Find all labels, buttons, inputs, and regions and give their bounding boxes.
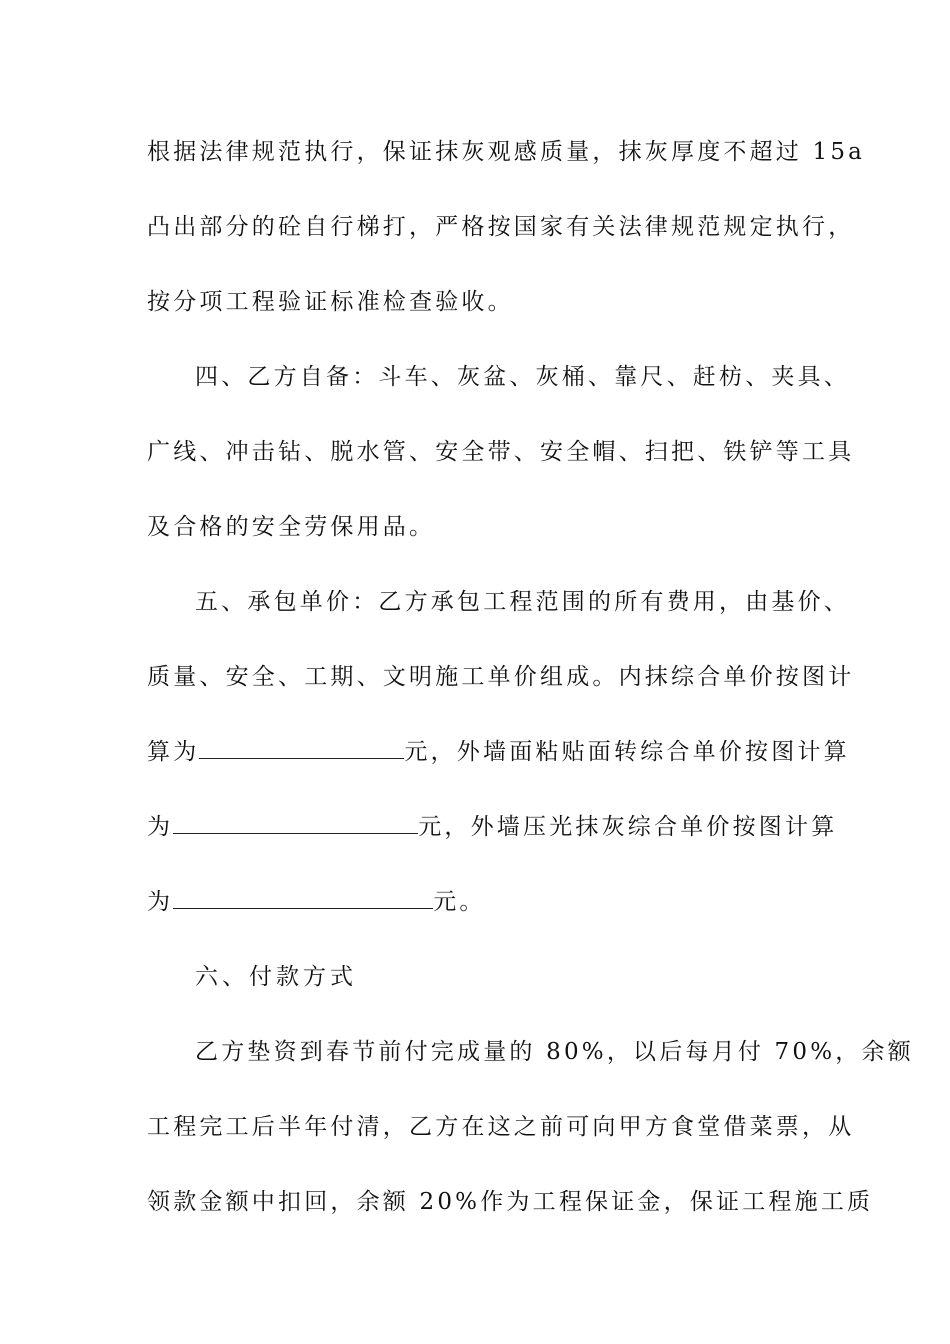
- price-prefix: 为: [147, 814, 174, 840]
- paragraph-line: 工程完工后半年付清，乙方在这之前可向甲方食堂借菜票，从: [147, 1114, 855, 1140]
- paragraph-line: 领款金额中扣回，余额 20%作为工程保证金，保证工程施工质: [147, 1189, 874, 1215]
- paragraph-line: 凸出部分的砼自行梯打，严格按国家有关法律规范规定执行，: [147, 214, 855, 240]
- price-prefix: 为: [147, 889, 174, 915]
- price-suffix: 元。: [433, 889, 486, 915]
- price-suffix: 元，外墙压光抹灰综合单价按图计算: [418, 814, 838, 840]
- paragraph-line: 按分项工程验证标准检查验收。: [147, 289, 514, 315]
- blank-fill-line: [199, 738, 404, 759]
- section-five-line: 五、承包单价：乙方承包工程范围的所有费用，由基价、: [195, 589, 850, 615]
- blank-fill-line: [173, 888, 433, 909]
- blank-fill-line: [173, 813, 418, 834]
- paragraph-line: 广线、冲击钻、脱水管、安全带、安全帽、扫把、铁铲等工具: [147, 439, 855, 465]
- paragraph-line: 乙方垫资到春节前付完成量的 80%，以后每月付 70%，余额: [195, 1039, 914, 1065]
- price-suffix: 元，外墙面粘贴面转综合单价按图计算: [404, 739, 850, 765]
- paragraph-line: 根据法律规范执行，保证抹灰观感质量，抹灰厚度不超过 15a: [147, 139, 866, 165]
- price-prefix: 算为: [147, 739, 200, 765]
- paragraph-line: 及合格的安全劳保用品。: [147, 514, 436, 540]
- paragraph-line: 质量、安全、工期、文明施工单价组成。内抹综合单价按图计: [147, 664, 855, 690]
- price-line-3: [147, 887, 486, 917]
- section-six-heading: 六、付款方式: [195, 964, 357, 990]
- price-line-1: [147, 737, 850, 767]
- section-four-line: 四、乙方自备：斗车、灰盆、灰桶、靠尺、赶枋、夹具、: [195, 364, 850, 390]
- price-line-2: [147, 812, 837, 842]
